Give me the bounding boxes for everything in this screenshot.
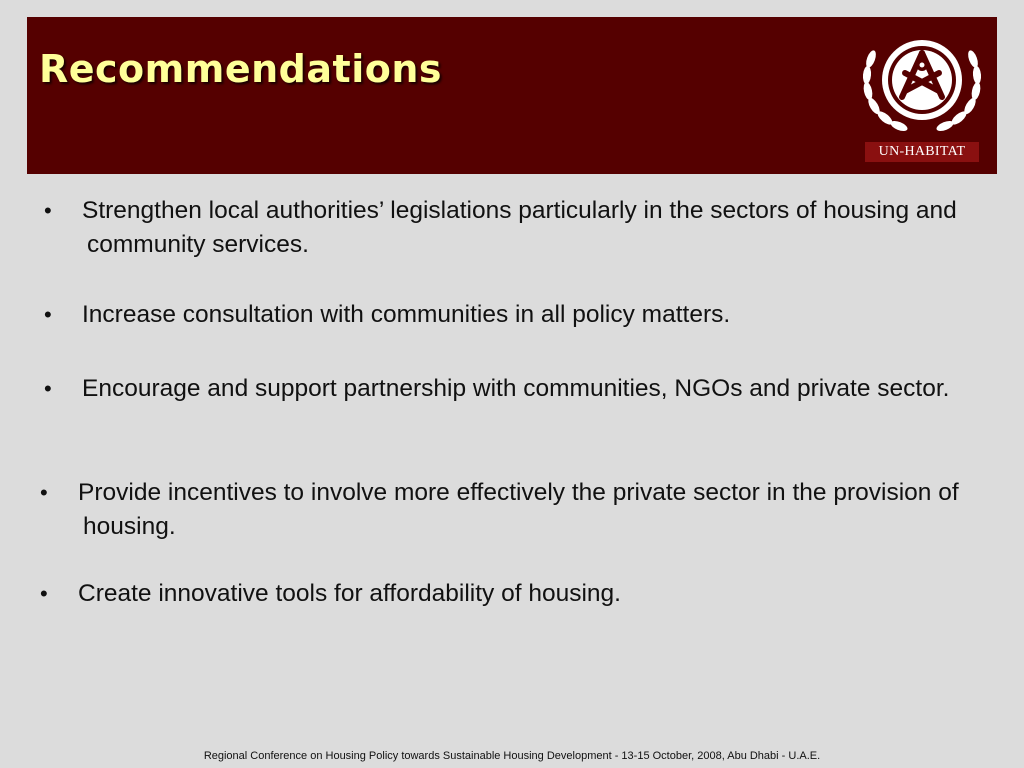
list-item <box>40 577 984 611</box>
bullet-marker: • <box>44 376 52 401</box>
bullet-marker: • <box>44 302 52 327</box>
list-item <box>44 194 984 262</box>
bullet-text: Create innovative tools for affordability of housing. <box>78 580 621 607</box>
bullet-text: Strengthen local authorities’ legislations particularly in the sectors of housing and community services. <box>82 197 957 258</box>
bullet-text: Provide incentives to involve more effectively the private sector in the provision of housing. <box>78 479 959 540</box>
bullet-text: Increase consultation with communities in all policy matters. <box>82 301 731 328</box>
bullet-text: Encourage and support partnership with communities, NGOs and private sector. <box>82 375 950 402</box>
bullet-marker: • <box>40 581 48 606</box>
bullet-marker: • <box>40 480 48 505</box>
logo-wordmark: UN-HABITAT <box>865 142 979 162</box>
slide-title: Recommendations <box>39 47 442 91</box>
list-item <box>40 476 984 544</box>
list-item <box>44 298 984 332</box>
list-item <box>44 372 984 406</box>
bullet-marker: • <box>44 198 52 223</box>
slide-footer: Regional Conference on Housing Policy towards Sustainable Housing Development - 13-15 October, 2008, Abu Dhabi - U.A.E. <box>203 750 821 762</box>
